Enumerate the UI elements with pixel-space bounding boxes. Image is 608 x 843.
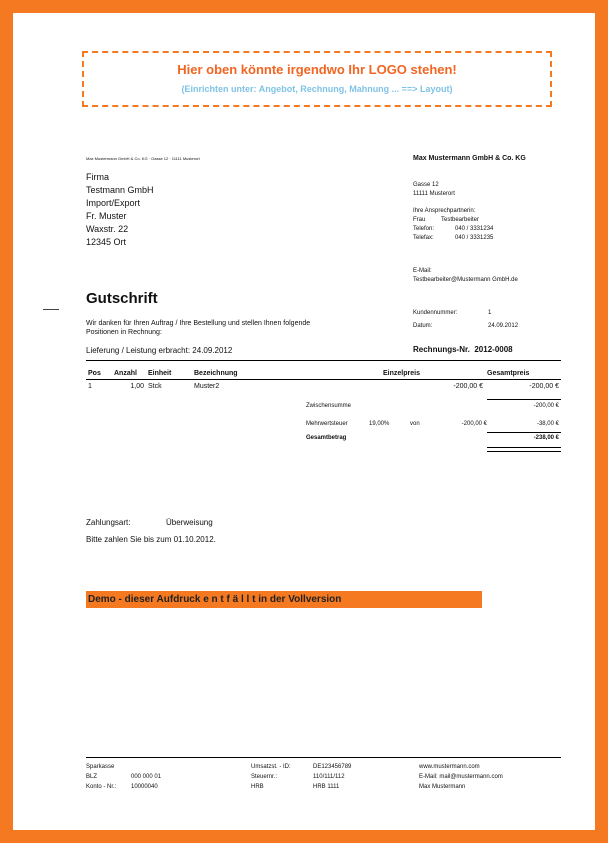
table-row — [86, 380, 561, 393]
vat-rate: 19,00% — [369, 421, 390, 427]
cell-pos: 1 — [88, 382, 92, 390]
col-total: Gesamtpreis — [485, 367, 561, 380]
recipient-line: Testmann GmbH — [86, 185, 154, 195]
footer-hrb-label: HRB — [251, 784, 264, 790]
footer-account-value: 10000040 — [131, 784, 158, 790]
payment-method-value: Überweisung — [166, 518, 213, 527]
header-divider — [86, 360, 561, 361]
fax-value: 040 / 3331235 — [455, 235, 494, 241]
subtotal-label: Zwischensumme — [306, 403, 352, 409]
date-row — [413, 320, 518, 333]
phone-value: 040 / 3331234 — [455, 226, 494, 232]
total-divider — [487, 432, 561, 433]
footer-tax-values — [313, 762, 351, 792]
delivery-date: Lieferung / Leistung erbracht: 24.09.2012 — [86, 346, 233, 355]
recipient-address — [86, 171, 154, 249]
customer-no-value: 1 — [488, 310, 492, 316]
intro-line: Wir danken für Ihren Auftrag / Ihre Bestellung und stellen Ihnen folgende — [86, 320, 311, 327]
cell-unit: Stck — [148, 382, 162, 390]
vat-base: -200,00 € — [461, 421, 487, 427]
demo-banner: Demo - dieser Aufdruck e n t f ä l l t in der Vollversion — [86, 591, 482, 608]
footer-bank-labels — [86, 762, 116, 792]
table-header-row — [86, 367, 561, 380]
footer-bank-values — [131, 762, 161, 792]
footer-bank-value — [131, 762, 161, 772]
contact-title: Frau — [413, 217, 426, 223]
logo-placeholder — [82, 51, 552, 107]
footer-email: E-Mail: mail@mustermann.com — [419, 774, 503, 780]
footer-bank-name: Sparkasse — [86, 764, 115, 770]
contact-label: Ihre Ansprechpartnerin: — [413, 208, 476, 214]
footer-vat-id-label: Umsatzst. - ID: — [251, 764, 291, 770]
recipient-line: Firma — [86, 172, 109, 182]
customer-no-label: Kundennummer: — [413, 310, 458, 316]
logo-subtitle: (Einrichten unter: Angebot, Rechnung, Mahnung ... ==> Layout) — [181, 84, 453, 94]
recipient-line: Fr. Muster — [86, 211, 127, 221]
cell-unit-price: -200,00 € — [453, 382, 483, 390]
footer-contact — [419, 762, 503, 792]
col-desc: Bezeichnung — [192, 367, 381, 380]
cell-desc: Muster2 — [194, 382, 220, 390]
company-name: Max Mustermann GmbH & Co. KG — [413, 155, 526, 162]
email-block — [413, 267, 518, 285]
grand-total-value: -238,00 € — [533, 435, 559, 441]
items-table — [86, 367, 561, 392]
customer-no-row — [413, 307, 518, 320]
vat-label: Mehrwertsteuer — [306, 421, 348, 427]
footer-owner: Max Mustermann — [419, 784, 466, 790]
col-unit-price: Einzelpreis — [381, 367, 485, 380]
invoice-number — [413, 345, 513, 354]
subtotal-divider — [487, 399, 561, 400]
recipient-line: Waxstr. 22 — [86, 224, 129, 234]
date-label: Datum: — [413, 323, 433, 329]
contact-name: Testbearbeiter — [441, 217, 480, 223]
grand-total-label: Gesamtbetrag — [306, 435, 347, 441]
intro-text — [86, 319, 310, 337]
payment-due: Bitte zahlen Sie bis zum 01.10.2012. — [86, 535, 216, 544]
vat-from: von — [410, 421, 420, 427]
footer-tax-labels — [251, 762, 291, 792]
email-value: Testbearbeiter@Mustermann GmbH.de — [413, 277, 518, 283]
grand-total-double-line — [487, 447, 561, 452]
fax-row — [413, 234, 493, 243]
recipient-line: 12345 Ort — [86, 237, 127, 247]
email-label: E-Mail: — [413, 268, 432, 274]
company-street: Gasse 12 — [413, 182, 439, 188]
contact-person — [413, 216, 493, 225]
footer-tax-no-label: Steuernr.: — [251, 774, 278, 780]
company-address — [413, 181, 455, 199]
footer-divider — [86, 757, 561, 758]
phone-row — [413, 225, 493, 234]
recipient-line: Import/Export — [86, 198, 141, 208]
document-meta — [413, 307, 518, 333]
col-unit: Einheit — [146, 367, 192, 380]
intro-line: Positionen in Rechnung: — [86, 329, 162, 336]
phone-label: Telefon: — [413, 226, 435, 232]
document-title: Gutschrift — [86, 290, 158, 307]
contact-block — [413, 207, 493, 243]
cell-total: -200,00 € — [529, 382, 559, 390]
col-pos: Pos — [86, 367, 112, 380]
company-city: 11111 Musterort — [413, 191, 455, 197]
footer-blz-label: BLZ — [86, 774, 98, 780]
footer-vat-id-value: DE123456789 — [313, 764, 352, 770]
fold-mark — [43, 309, 59, 310]
cell-qty: 1,00 — [130, 382, 144, 390]
date-value: 24.09.2012 — [488, 323, 519, 329]
payment-method-label: Zahlungsart: — [86, 518, 131, 527]
footer-hrb-value: HRB 1111 — [313, 784, 340, 790]
footer-tax-no-value: 110/111/112 — [313, 774, 345, 780]
vat-amount: -38,00 € — [536, 421, 559, 427]
footer-account-label: Konto - Nr.: — [86, 784, 117, 790]
payment-method-row — [86, 518, 213, 527]
logo-title: Hier oben könnte irgendwo Ihr LOGO stehen! — [177, 62, 457, 77]
sender-line: Max Mustermann GmbH & Co. KG · Gasse 12 · 11111 Musterort — [86, 156, 200, 161]
subtotal-value: -200,00 € — [533, 403, 559, 409]
footer-website: www.mustermann.com — [419, 764, 480, 770]
fax-label: Telefax: — [413, 235, 434, 241]
footer-blz-value: 000 000 01 — [131, 774, 162, 780]
invoice-page — [13, 13, 595, 830]
invoice-label: Rechnungs-Nr. — [413, 345, 470, 354]
invoice-no-value: 2012-0008 — [474, 345, 513, 354]
col-qty: Anzahl — [112, 367, 146, 380]
